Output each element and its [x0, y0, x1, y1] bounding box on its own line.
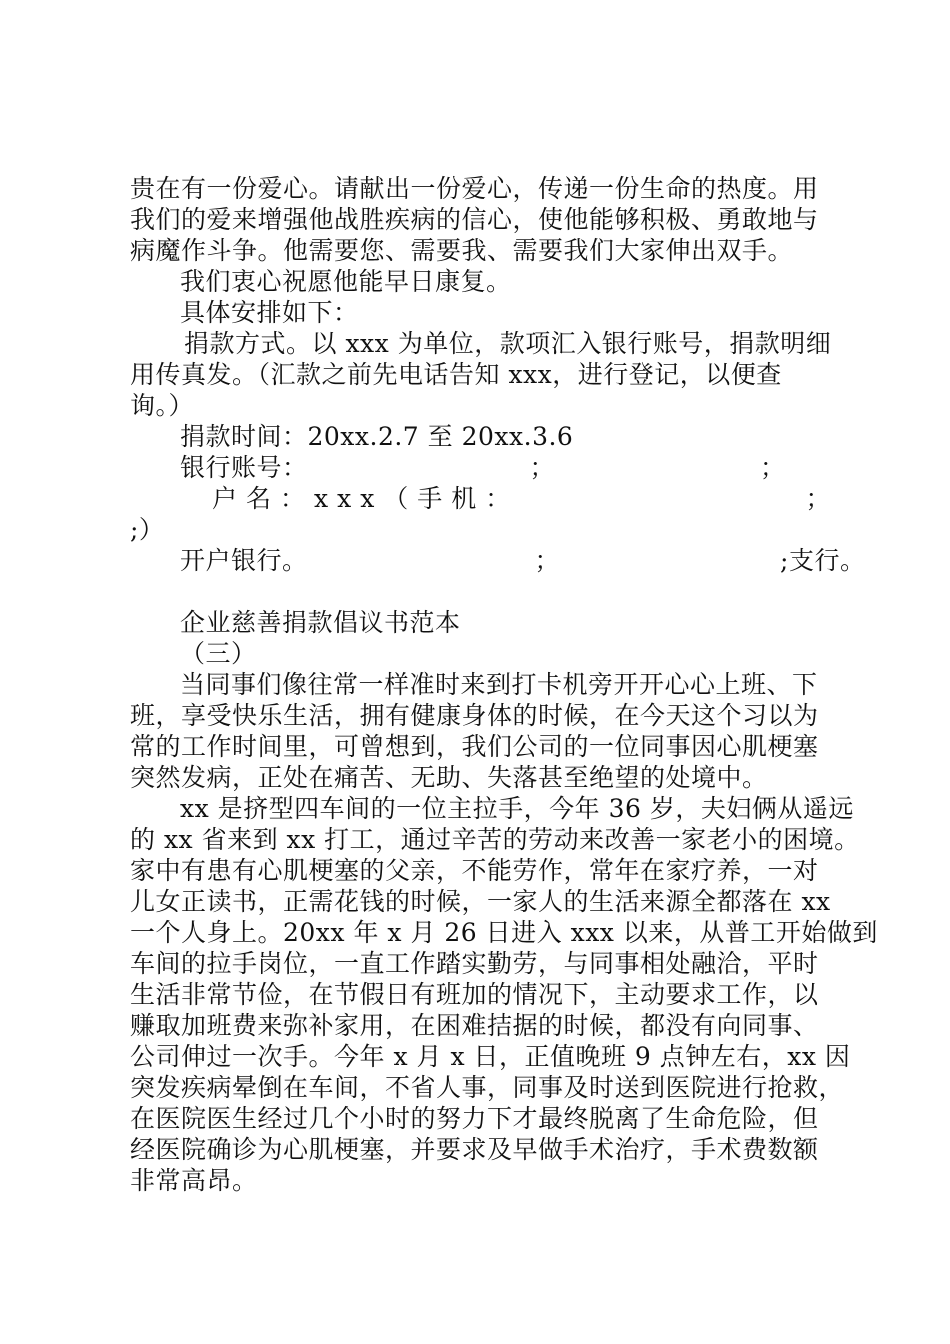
text-line: 在医院医生经过几个小时的努力下才最终脱离了生命危险，但	[130, 1104, 819, 1133]
separator: ；	[760, 453, 786, 482]
opening-bank-label: 开户银行。	[180, 546, 308, 575]
text-line: 经医院确诊为心肌梗塞，并要求及早做手术治疗，手术费数额	[130, 1135, 819, 1164]
text-line: 生活非常节俭，在节假日有班加的情况下，主动要求工作，以	[130, 980, 819, 1009]
document-page	[130, 173, 878, 1196]
paragraph-story-detail	[130, 793, 878, 1196]
text-line: 公司伸过一次手。今年 x 月 x 日，正值晚班 9 点钟左右，xx 因	[130, 1042, 851, 1071]
paragraph-donation-time: 捐款时间：20xx.2.7 至 20xx.3.6	[180, 422, 574, 451]
opening-bank-line	[130, 545, 866, 576]
section-number: （三）	[180, 639, 257, 668]
bank-account-label: 银行账号：	[180, 453, 308, 482]
separator: ；	[534, 546, 561, 575]
account-name-line	[130, 483, 835, 514]
text-line: 一个人身上。20xx 年 x 月 26 日进入 xxx 以来，从普工开始做到	[130, 918, 878, 947]
section-title: 企业慈善捐款倡议书范本	[180, 608, 461, 637]
branch-suffix: ;支行。	[780, 546, 866, 575]
text-line: 常的工作时间里，可曾想到，我们公司的一位同事因心肌梗塞	[130, 732, 819, 761]
text-line: 捐款方式。以 xxx 为单位，款项汇入银行账号，捐款明细	[184, 329, 832, 358]
text-line: 非常高昂。	[130, 1166, 258, 1195]
bank-account-line	[130, 452, 835, 483]
paragraph-arrangement-heading: 具体安排如下：	[180, 298, 359, 327]
text-line: 贵在有一份爱心。请献出一份爱心，传递一份生命的热度。用	[130, 174, 819, 203]
text-line: 赚取加班费来弥补家用，在困难拮据的时候，都没有向同事、	[130, 1011, 819, 1040]
paragraph-story-intro	[130, 669, 835, 793]
text-line: 的 xx 省来到 xx 打工，通过辛苦的劳动来改善一家老小的困境。	[130, 825, 860, 854]
text-line: 当同事们像往常一样准时来到打卡机旁开开心心上班、下	[180, 670, 818, 699]
text-line: 班，享受快乐生活，拥有健康身体的时候，在今天这个习以为	[130, 701, 819, 730]
text-line: 家中有患有心肌梗塞的父亲，不能劳作，常年在家疗养，一对	[130, 856, 819, 885]
text-line: 用传真发。（汇款之前先电话告知 xxx，进行登记，以便查	[130, 360, 782, 389]
separator: ；	[805, 484, 831, 513]
text-line: 我们的爱来增强他战胜疾病的信心，使他能够积极、勇敢地与	[130, 205, 819, 234]
paragraph-donation-method	[130, 328, 835, 421]
account-name-continuation: ;）	[130, 515, 165, 544]
spacer	[130, 576, 835, 607]
paragraph-appeal	[130, 173, 835, 266]
text-line: 病魔作斗争。他需要您、需要我、需要我们大家伸出双手。	[130, 236, 794, 265]
text-line: 突发疾病晕倒在车间，不省人事，同事及时送到医院进行抢救，	[130, 1073, 845, 1102]
text-line: 询。）	[130, 391, 195, 420]
text-line: xx 是挤型四车间的一位主拉手，今年 36 岁，夫妇俩从遥远	[180, 794, 854, 823]
text-line: 儿女正读书，正需花钱的时候，一家人的生活来源全都落在 xx	[130, 887, 831, 916]
text-line: 突然发病，正处在痛苦、无助、失落甚至绝望的处境中。	[130, 763, 768, 792]
text-line: 车间的拉手岗位，一直工作踏实勤劳，与同事相处融洽，平时	[130, 949, 819, 978]
paragraph-wish: 我们衷心祝愿他能早日康复。	[180, 267, 512, 296]
separator: ；	[529, 453, 556, 482]
account-name-label: 户名：xxx（手机：	[212, 484, 520, 513]
